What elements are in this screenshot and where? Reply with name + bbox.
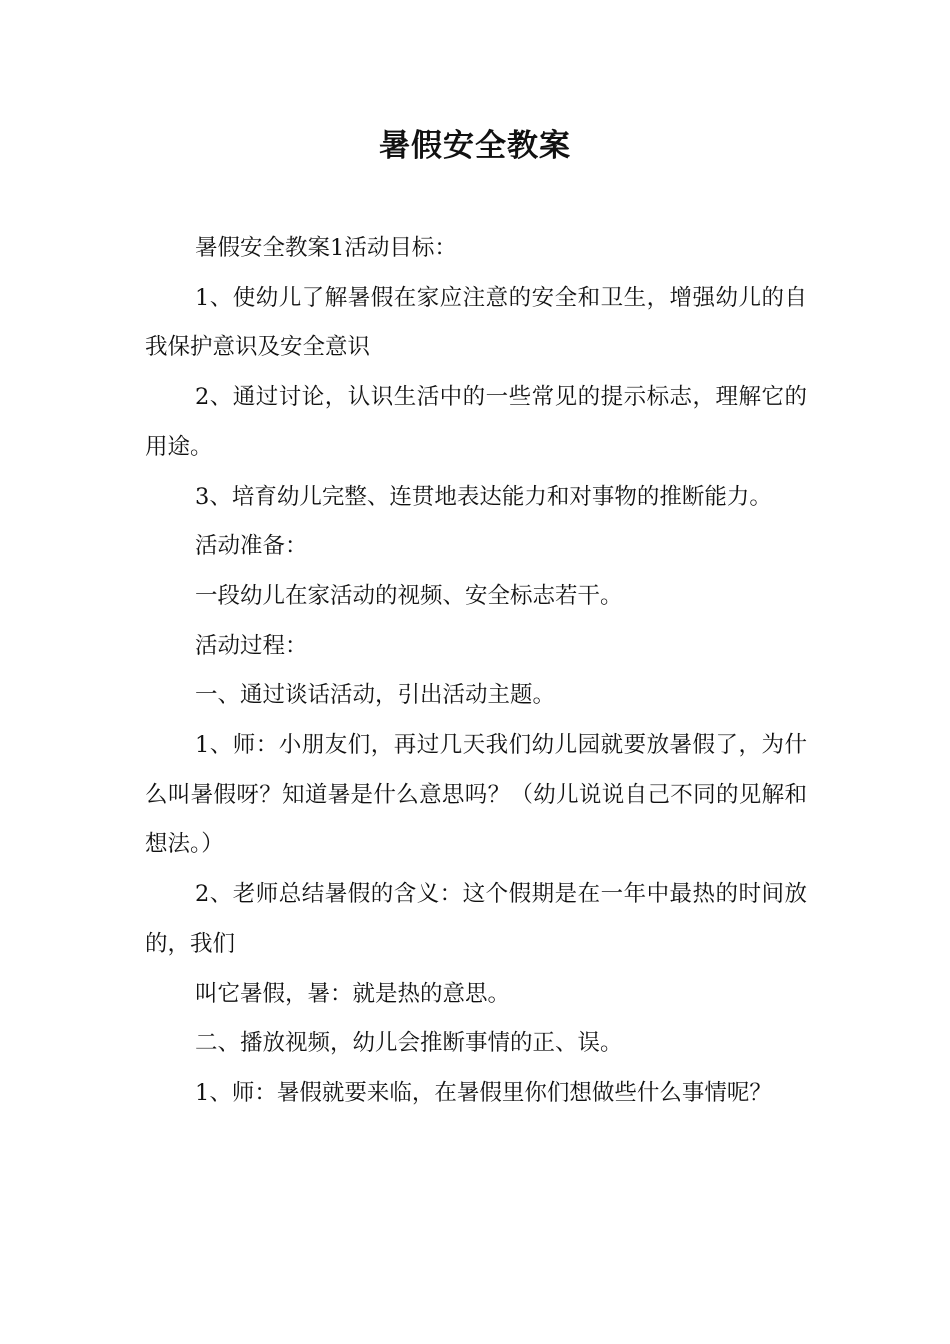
document-title: 暑假安全教案 <box>379 128 571 164</box>
paragraph: 3、培育幼儿完整、连贯地表达能力和对事物的推断能力。 <box>195 483 772 510</box>
document-body <box>145 224 807 1119</box>
paragraph: 叫它暑假，暑：就是热的意思。 <box>195 980 511 1007</box>
paragraph: 2、通过讨论，认识生活中的一些常见的提示标志，理解它的用途。 <box>145 384 807 460</box>
paragraph: 活动过程： <box>195 632 308 659</box>
paragraph: 暑假安全教案1活动目标： <box>195 235 457 261</box>
paragraph: 2、老师总结暑假的含义：这个假期是在一年中最热的时间放的，我们 <box>145 881 807 957</box>
paragraph: 二、播放视频，幼儿会推断事情的正、误。 <box>195 1030 623 1057</box>
paragraph: 活动准备： <box>195 533 308 560</box>
paragraph: 一段幼儿在家活动的视频、安全标志若干。 <box>195 582 623 609</box>
paragraph: 1、师：暑假就要来临，在暑假里你们想做些什么事情呢？ <box>195 1079 772 1106</box>
paragraph: 一、通过谈话活动，引出活动主题。 <box>195 682 556 709</box>
paragraph: 1、师：小朋友们，再过几天我们幼儿园就要放暑假了，为什么叫暑假呀？知道暑是什么意思吗？（幼儿说说自己不同的见解和想法。） <box>145 732 807 858</box>
paragraph: 1、使幼儿了解暑假在家应注意的安全和卫生，增强幼儿的自我保护意识及安全意识 <box>145 284 807 361</box>
